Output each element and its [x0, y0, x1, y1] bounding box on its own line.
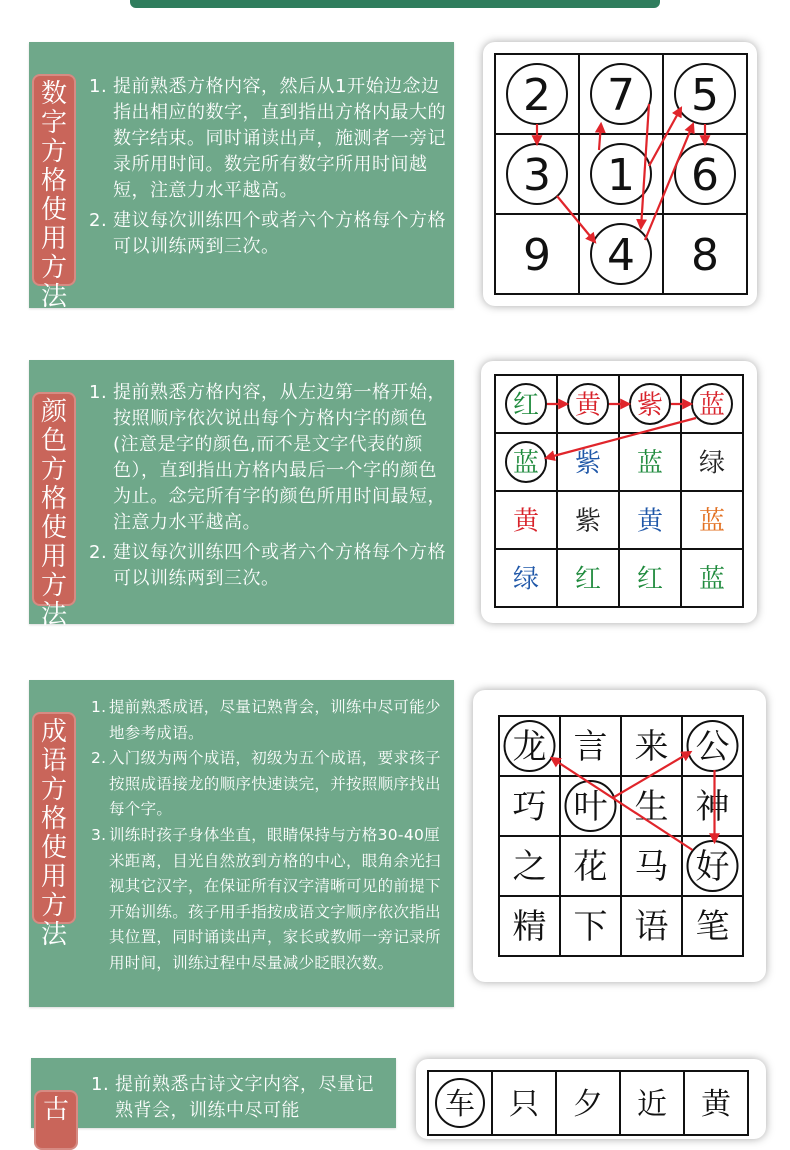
number-grid-card: [483, 42, 757, 306]
grid-cell-text: 蓝: [636, 448, 664, 479]
section-tag: [34, 1090, 78, 1150]
color-grid: [481, 361, 757, 623]
grid-cell-text: 下: [573, 907, 608, 948]
grid-cell-text: 好: [695, 847, 730, 888]
path-arrow: [649, 108, 681, 166]
section-panel-idiom-grid: [29, 680, 454, 1007]
instruction-item: [89, 208, 446, 260]
item-number: 2.: [89, 210, 108, 231]
grid-cell-text: 7: [607, 69, 635, 121]
grid-cell-text: 笔: [695, 907, 730, 948]
section-title: 颜色方格使用方法: [40, 397, 67, 630]
grid-cell-text: 黄: [574, 390, 602, 421]
grid-cell-text: 公: [695, 727, 730, 768]
grid-cell-text: 之: [512, 847, 547, 888]
item-text: 提前熟悉方格内容，然后从1开始边念边指出相应的数字，直到指出方格内最大的数字结束。同时诵读出声，施测者一旁记录所用时间。数完所有数字所用时间越短，注意力水平越高。: [113, 76, 446, 201]
grid-cell-text: 绿: [698, 448, 726, 479]
grid-cell-text: 巧: [512, 787, 547, 828]
top-banner: [130, 0, 660, 8]
instruction-item: [91, 695, 446, 746]
grid-cell-text: 精: [512, 907, 547, 948]
instruction-item: [89, 74, 446, 204]
grid-cell-text: 4: [607, 229, 635, 281]
grid-cell-text: 蓝: [512, 448, 540, 479]
item-number: 2.: [91, 749, 107, 768]
item-number: 1.: [91, 1074, 110, 1095]
number-grid: [483, 42, 757, 306]
grid-cell-text: 神: [695, 787, 730, 828]
item-number: 3.: [91, 825, 107, 844]
grid-cell-text: 5: [691, 69, 719, 121]
grid-cell-text: 黄: [512, 506, 540, 537]
path-arrow: [641, 104, 649, 228]
grid-cell-text: 黄: [701, 1086, 731, 1122]
grid-cell-text: 6: [691, 149, 719, 201]
path-arrow: [645, 124, 693, 240]
instruction-list: [89, 74, 446, 260]
item-text: 提前熟悉成语，尽量记熟背会，训练中尽可能少地参考成语。: [109, 698, 441, 742]
grid-cell-text: 8: [691, 229, 719, 281]
section-title: 成语方格使用方法: [40, 717, 67, 950]
grid-cell-text: 生: [634, 787, 669, 828]
grid-cell-text: 红: [574, 564, 602, 595]
grid-cell-text: 黄: [636, 506, 664, 537]
grid-cell-text: 蓝: [698, 506, 726, 537]
grid-cell-text: 1: [607, 149, 635, 201]
grid-cell-text: 紫: [636, 390, 664, 421]
section-tag: [32, 392, 76, 630]
poem-grid: [416, 1059, 766, 1139]
item-text: 提前熟悉方格内容，从左边第一格开始，按照顺序依次说出每个方格内字的颜色(注意是字的颜色,而不是文字代表的颜色），直到指出方格内最后一个字的颜色为止。念完所有字的颜色所用时间最短，注意力水平越高。: [113, 382, 446, 533]
grid-cell-text: 言: [573, 727, 608, 768]
item-text: 入门级为两个成语，初级为五个成语，要求孩子按照成语接龙的顺序快速读完，并按照顺序找出每个字。: [109, 749, 441, 819]
section-panel-number-grid: [29, 42, 454, 312]
section-tag: [32, 712, 76, 950]
instruction-item: [91, 746, 446, 823]
grid-cell-text: 9: [523, 229, 551, 281]
instruction-item: [89, 380, 446, 536]
grid-cell-text: 夕: [573, 1086, 603, 1122]
grid-cell-text: 紫: [574, 506, 602, 537]
item-text: 提前熟悉古诗文字内容，尽量记熟背会，训练中尽可能: [115, 1074, 374, 1121]
color-grid-card: [481, 361, 757, 623]
grid-cell-text: 叶: [573, 787, 608, 828]
section-panel-poem-grid: [31, 1058, 396, 1128]
grid-cell-text: 3: [523, 149, 551, 201]
grid-cell-text: 近: [637, 1086, 667, 1122]
grid-cell-text: 花: [573, 847, 608, 888]
path-arrow: [557, 196, 595, 242]
grid-cell-text: 红: [512, 390, 540, 421]
poem-grid-card: [416, 1059, 766, 1139]
grid-cell-text: 只: [509, 1086, 539, 1122]
instruction-item: [89, 540, 446, 592]
grid-cell-text: 蓝: [698, 390, 726, 421]
item-number: 1.: [91, 698, 107, 716]
idiom-grid: [473, 690, 766, 982]
instruction-list: [91, 695, 446, 977]
grid-cell-text: 来: [634, 727, 669, 768]
path-arrow: [599, 124, 601, 150]
section-title: 数字方格使用方法: [40, 79, 67, 312]
grid-cell-text: 马: [634, 847, 669, 888]
path-arrow: [546, 418, 696, 458]
instruction-item: [91, 1072, 381, 1124]
instruction-item: [91, 823, 446, 977]
section-panel-color-grid: [29, 360, 454, 630]
item-text: 训练时孩子身体坐直，眼睛保持与方格30-40厘米距离，目光自然放到方格的中心，眼角余光扫视其它汉字，在保证所有汉字清晰可见的前提下开始训练。孩子用手指按成语文字顺序依次指出其位置，同时诵读出声，家长或教师一旁记录所用时间，训练过程中尽量减少眨眼次数。: [109, 825, 441, 972]
instruction-list: [91, 1072, 381, 1124]
grid-cell-text: 语: [634, 907, 669, 948]
grid-cell-text: 2: [523, 69, 551, 121]
grid-cell-text: 龙: [512, 727, 547, 768]
grid-cell-text: 绿: [512, 564, 540, 595]
item-number: 1.: [89, 76, 108, 97]
instruction-list: [89, 380, 446, 592]
grid-cell-text: 紫: [574, 448, 602, 479]
idiom-grid-card: [473, 690, 766, 982]
grid-cell-text: 车: [445, 1086, 475, 1122]
item-number: 2.: [89, 542, 108, 563]
item-number: 1.: [89, 382, 108, 403]
section-tag: [32, 74, 76, 312]
grid-cell-text: 红: [636, 564, 664, 595]
grid-cell-text: 蓝: [698, 564, 726, 595]
item-text: 建议每次训练四个或者六个方格每个方格可以训练两到三次。: [113, 210, 446, 257]
section-title: 古: [42, 1095, 69, 1125]
item-text: 建议每次训练四个或者六个方格每个方格可以训练两到三次。: [113, 542, 446, 589]
